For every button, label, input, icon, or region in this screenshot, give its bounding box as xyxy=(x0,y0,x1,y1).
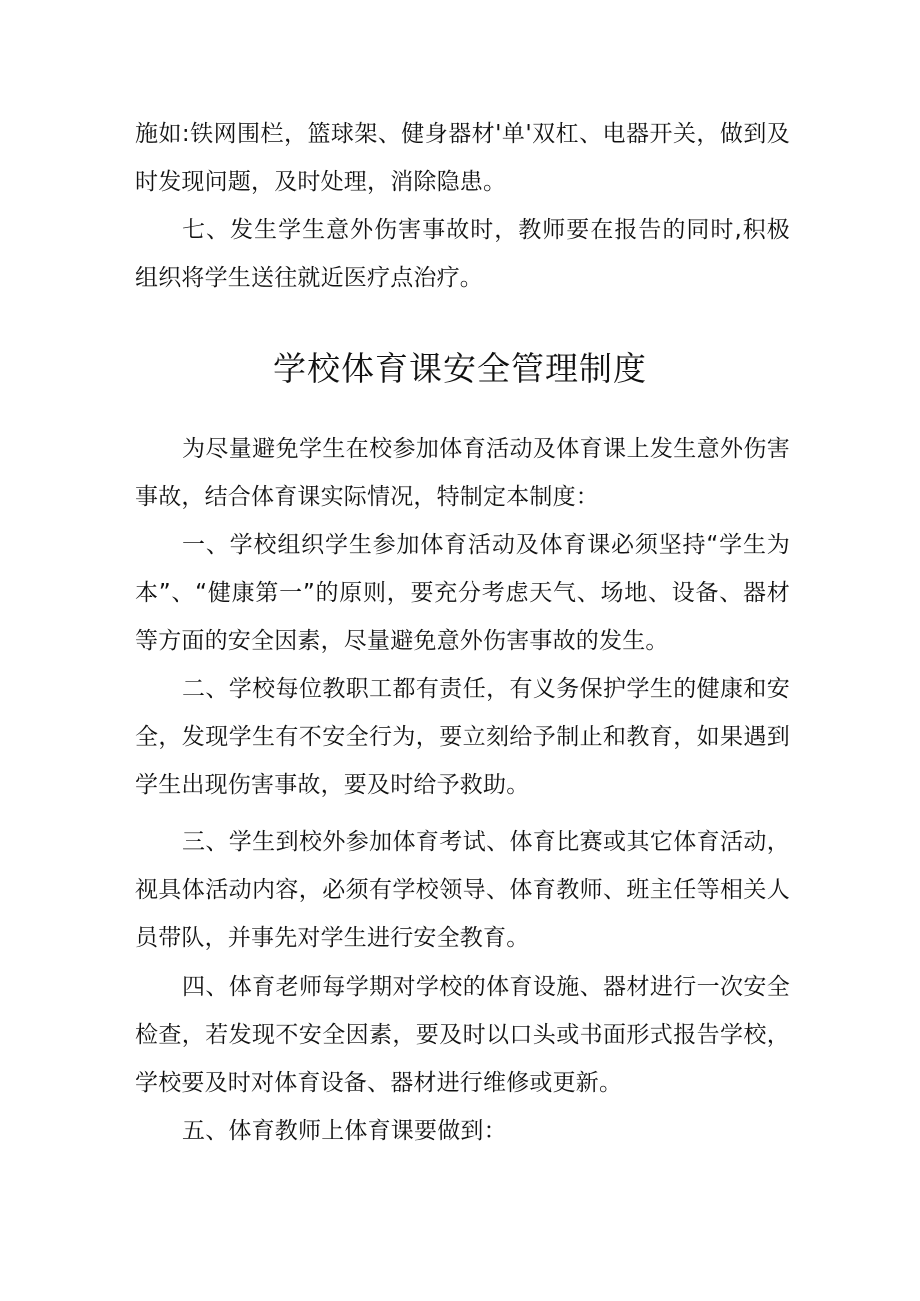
paragraph-intro: 为尽量避免学生在校参加体育活动及体育课上发生意外伤害事故，结合体育课实际情况，特制定本制度： xyxy=(135,436,790,510)
paragraph-item-2: 二、学校每位教职工都有责任，有义务保护学生的健康和安全，发现学生有不安全行为，要立刻给予制止和教育，如果遇到学生出现伤害事故，要及时给予救助。 xyxy=(135,676,790,798)
paragraph-item-4: 四、体育老师每学期对学校的体育设施、器材进行一次安全检查，若发现不安全因素，要及时以口头或书面形式报告学校，学校要及时对体育设备、器材进行维修或更新。 xyxy=(135,974,790,1096)
page-title: 学校体育课安全管理制度 xyxy=(273,349,647,388)
paragraph-item-5: 五、体育教师上体育课要做到： xyxy=(182,1118,507,1144)
paragraph-continuation: 施如:铁网围栏，篮球架、健身器材'单'双杠、电器开关，做到及时发现问题，及时处理，消除隐患。 xyxy=(135,121,790,195)
paragraph-item-7: 七、发生学生意外伤害事故时，教师要在报告的同时,积极组织将学生送往就近医疗点治疗。 xyxy=(135,217,790,291)
paragraph-item-3: 三、学生到校外参加体育考试、体育比赛或其它体育活动，视具体活动内容，必须有学校领导、体育教师、班主任等相关人员带队，并事先对学生进行安全教育。 xyxy=(135,829,790,951)
paragraph-item-1: 一、学校组织学生参加体育活动及体育课必须坚持“学生为本”、“健康第一”的原则，要充分考虑天气、场地、设备、器材等方面的安全因素，尽量避免意外伤害事故的发生。 xyxy=(135,532,790,654)
